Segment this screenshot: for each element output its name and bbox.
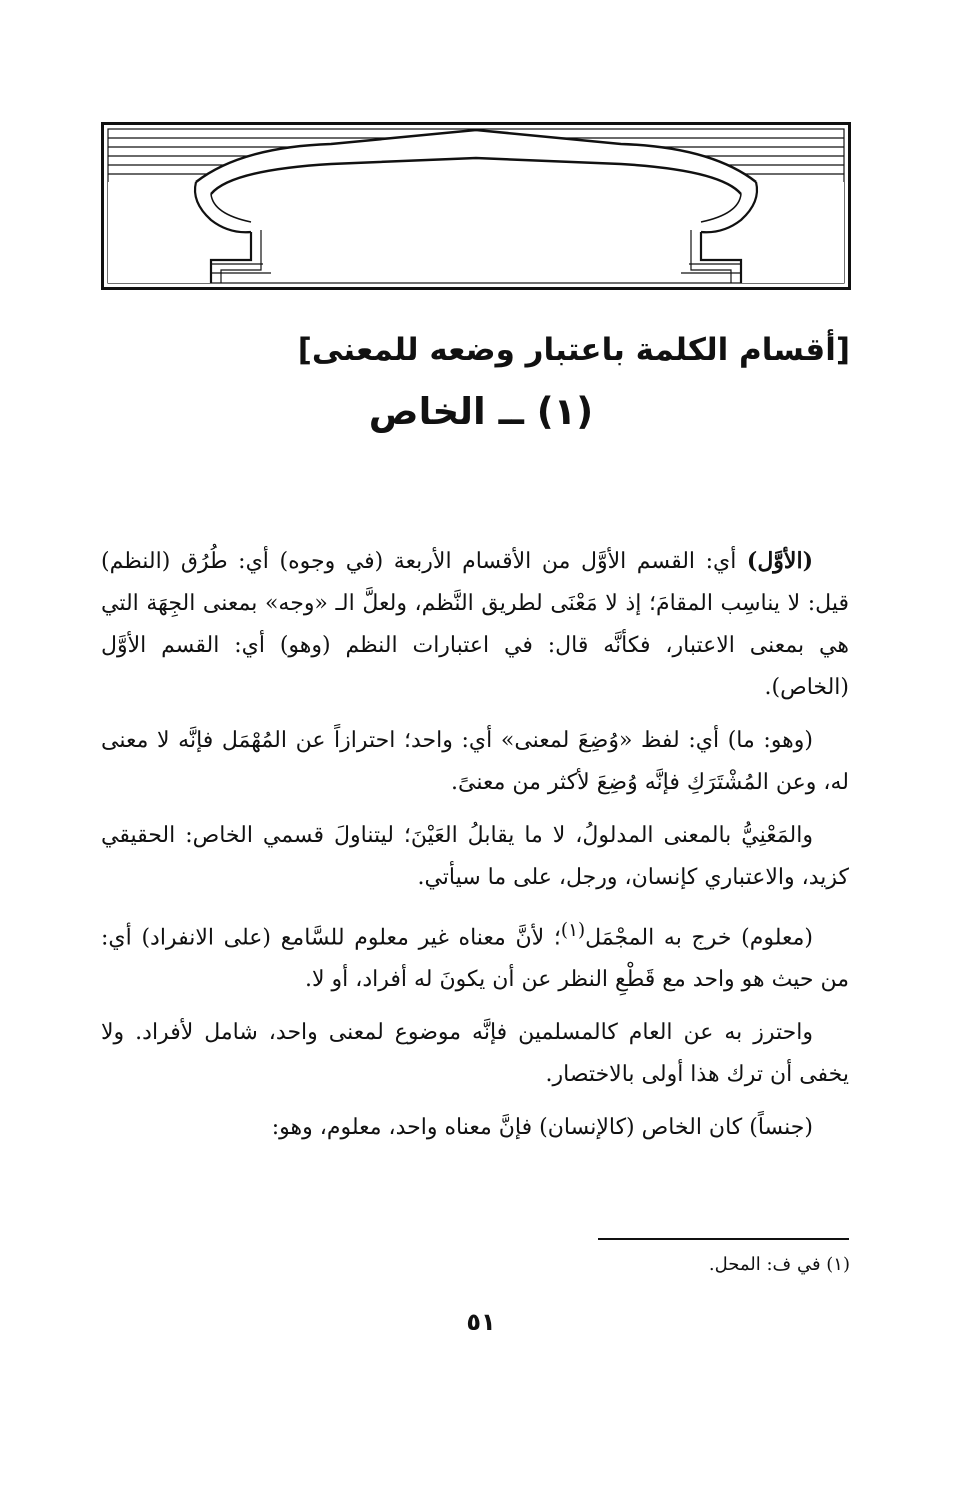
footnote-reference[interactable]: (١)	[560, 920, 586, 941]
paragraph-5: واحترز به عن العام كالمسلمين فإنَّه موضوع لمعنى واحد، شامل لأفراد. ولا يخفى أن ترك هذا أولى بالاختصار.	[101, 1020, 849, 1088]
paragraph-4-start: (معلوم) خرج به المجْمَل	[585, 925, 813, 951]
page-number: ٥١	[466, 1308, 496, 1336]
paragraph-4-end: ؛ لأنَّ معناه غير معلوم للسَّامع (على الانفراد) أي: من حيث هو واحد مع قَطْعِ النظر عن أن يكونَ له أفراد، أو لا.	[101, 925, 849, 993]
ornament-header-frame	[101, 122, 851, 290]
footnote-divider	[598, 1238, 849, 1240]
section-title: [أقسام الكلمة باعتبار وضعه للمعنى]	[297, 332, 850, 368]
footnote: (١) في ف: المحل.	[708, 1254, 850, 1275]
body-text	[101, 540, 849, 1160]
paragraph-1	[101, 540, 849, 709]
chapter-title: (١) ــ الخاص	[368, 390, 594, 433]
paragraph-6: (جنساً) كان الخاص (كالإنسان) فإنَّ معناه واحد، معلوم، وهو:	[271, 1115, 813, 1141]
paragraph-3: والمَعْنِيُّ بالمعنى المدلولُ، لا ما يقابلُ العَيْنَ؛ ليتناولَ قسمي الخاص: الحقيقي كزيد، والاعتباري كإنسان، ورجل، على ما سيأتي.	[101, 823, 849, 890]
paragraph-2: (وهو: ما) أي: لفظ «وُضِعَ لمعنى» أي: واحد؛ احترازاً عن المُهْمَل فإنَّه لا معنى له، وعن المُشْتَرَكِ فإنَّه وُضِعَ لأكثر من معنىً.	[101, 728, 849, 795]
paragraph-1-term: (الأوَّل)	[746, 548, 813, 574]
paragraph-1-text: أي: القسم الأوَّل من الأقسام الأربعة (في وجوه) أي: طُرُق (النظم) قيل: لا يناسِب المقامَ؛ إذ لا مَعْنَى لطريق النَّظم، ولعلَّ الـ «وجه» بمعنى الجِهَة التي هي بمعنى الاعتبار، فكأنَّه قال: في اعتبارات النظم (وهو) أي: القسم الأوَّل (الخاص).	[101, 549, 849, 700]
paragraph-4	[101, 910, 849, 1001]
